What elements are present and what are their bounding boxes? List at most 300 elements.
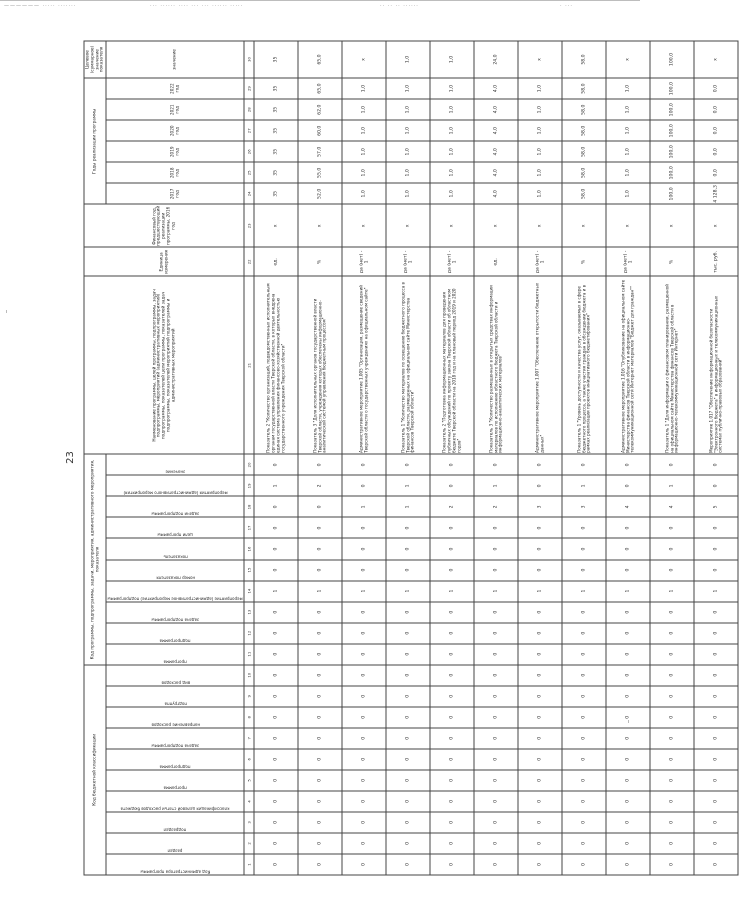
column-number: 20 <box>244 454 254 475</box>
table-row <box>562 41 606 875</box>
code-cell: 1 <box>650 581 694 602</box>
row-finance-value: х <box>518 204 562 247</box>
column-number: 14 <box>244 581 254 602</box>
row-year-value: 62,0 <box>298 99 342 120</box>
code-cell: 0 <box>518 623 562 644</box>
row-year-value: 35 <box>254 99 298 120</box>
code-cell: 0 <box>430 475 474 496</box>
row-name: Показатель 3 "Доля исполнительных органов государственной власти Тверской области, учреждения которых обеспечены информационно-аналитической системой управления бюджетным процессом" <box>298 276 342 454</box>
code-cell: 1 <box>254 581 298 602</box>
code-cell: 0 <box>430 644 474 665</box>
code-cell: 0 <box>474 770 518 791</box>
code-cell: 0 <box>474 749 518 770</box>
program-subheader: мероприятие (административное мероприятие) подпрограммы <box>106 581 244 602</box>
row-year-value: 0,0 <box>694 162 738 183</box>
code-cell: 0 <box>298 623 342 644</box>
plan-group-header: Годы реализации программы <box>84 78 106 204</box>
code-cell: 4 <box>650 496 694 517</box>
code-cell: 1 <box>694 581 738 602</box>
code-cell: 1 <box>606 581 650 602</box>
code-cell: 0 <box>430 602 474 623</box>
code-cell: 0 <box>694 749 738 770</box>
scan-header-text: ··· ······ ···· ··· ··· ······ ····· <box>150 3 244 9</box>
code-cell: 0 <box>342 791 386 812</box>
code-cell: 0 <box>694 539 738 560</box>
code-cell: 0 <box>606 539 650 560</box>
row-year-value: 4,0 <box>474 99 518 120</box>
program-subheader: значение <box>106 454 244 475</box>
code-cell: 0 <box>254 770 298 791</box>
row-year-value: 1,0 <box>518 78 562 99</box>
code-cell: 0 <box>386 539 430 560</box>
code-cell: 0 <box>518 602 562 623</box>
row-year-value: 0,0 <box>694 99 738 120</box>
program-subheader: задачи подпрограммы <box>106 496 244 517</box>
program-subheader: мероприятия (административного мероприятия) <box>106 475 244 496</box>
row-unit: да (нет) - 1 <box>430 247 474 276</box>
code-cell: 0 <box>430 707 474 728</box>
program-subheader: подпрограмма <box>106 623 244 644</box>
row-year-value: 4,0 <box>474 141 518 162</box>
code-cell: 0 <box>650 454 694 475</box>
code-cell: 0 <box>474 517 518 538</box>
row-year-value: 1,0 <box>342 99 386 120</box>
code-cell: 0 <box>342 854 386 875</box>
target-value-header: значение <box>106 41 244 78</box>
code-cell: 0 <box>386 665 430 686</box>
code-cell: 0 <box>650 707 694 728</box>
column-number: 30 <box>244 41 254 78</box>
code-cell: 0 <box>430 539 474 560</box>
row-year-value: 4,0 <box>474 120 518 141</box>
code-cell: 0 <box>474 791 518 812</box>
code-cell: 0 <box>518 749 562 770</box>
page-number: 23 <box>64 451 76 464</box>
row-target-value: 24,0 <box>474 41 518 78</box>
table-row <box>254 41 298 875</box>
row-unit: да (нет) - 1 <box>518 247 562 276</box>
scan-header-text: —————— ····· ······· <box>4 3 77 9</box>
column-number: 6 <box>244 749 254 770</box>
row-unit: % <box>562 247 606 276</box>
code-cell: 0 <box>298 770 342 791</box>
code-cell: 1 <box>342 496 386 517</box>
row-year-value: 1,0 <box>386 99 430 120</box>
table-row <box>518 41 562 875</box>
row-year-value: 1,0 <box>342 120 386 141</box>
code-cell: 0 <box>562 749 606 770</box>
row-target-value: 1,0 <box>386 41 430 78</box>
code-cell: 1 <box>430 581 474 602</box>
code-cell: 0 <box>430 686 474 707</box>
code-cell: 0 <box>694 665 738 686</box>
row-unit: да (нет) - 1 <box>342 247 386 276</box>
row-year-value: 1,0 <box>430 78 474 99</box>
row-year-value: 1,0 <box>606 141 650 162</box>
row-year-value: 1,0 <box>606 162 650 183</box>
code-cell: 0 <box>298 454 342 475</box>
table-row <box>430 41 474 875</box>
code-cell: 0 <box>430 770 474 791</box>
code-cell: 0 <box>474 454 518 475</box>
row-year-value: 4,0 <box>474 183 518 204</box>
row-name: Показатель 1 "Доля информации о финансовом планировании, размещенной на официальном сайте Министерства финансов Тверской области в информационно-телекоммуникационной сети Интернет" <box>650 276 694 454</box>
row-year-value: 35 <box>254 183 298 204</box>
column-number: 23 <box>244 204 254 247</box>
code-cell: 0 <box>342 644 386 665</box>
row-finance-value: х <box>430 204 474 247</box>
code-cell: 0 <box>298 749 342 770</box>
code-cell: 0 <box>386 623 430 644</box>
code-cell: 1 <box>474 581 518 602</box>
row-year-value: 58,0 <box>562 99 606 120</box>
row-name: Показатель 1 "Уровень доступности и качества услуг, оказываемых в сфере бюджетного процесса, а также участия граждан в обсуждении бюджета и в рамках реализации проектов инициативного бюджетирования" <box>562 276 606 454</box>
code-cell: 0 <box>562 560 606 581</box>
row-year-value: 58,0 <box>562 183 606 204</box>
code-cell: 0 <box>342 454 386 475</box>
code-cell: 0 <box>606 623 650 644</box>
row-target-value: х <box>518 41 562 78</box>
column-number: 26 <box>244 141 254 162</box>
row-year-value: 1,0 <box>518 183 562 204</box>
row-year-value: 100,0 <box>650 162 694 183</box>
code-cell: 0 <box>518 454 562 475</box>
row-year-value: 52,0 <box>298 183 342 204</box>
code-cell: 0 <box>474 833 518 854</box>
row-unit: тыс. руб. <box>694 247 738 276</box>
row-finance-value: х <box>562 204 606 247</box>
code-cell: 0 <box>254 517 298 538</box>
row-year-value: 58,0 <box>562 141 606 162</box>
code-cell: 0 <box>342 770 386 791</box>
code-cell: 0 <box>518 812 562 833</box>
row-year-value: 1,0 <box>518 162 562 183</box>
code-cell: 0 <box>694 770 738 791</box>
code-cell: 0 <box>298 644 342 665</box>
row-year-value: 1,0 <box>386 78 430 99</box>
row-year-value: 35 <box>254 141 298 162</box>
code-cell: 0 <box>474 728 518 749</box>
column-number: 28 <box>244 99 254 120</box>
code-cell: 0 <box>254 707 298 728</box>
code-cell: 0 <box>518 686 562 707</box>
row-finance-value: х <box>386 204 430 247</box>
code-cell: 0 <box>342 602 386 623</box>
row-target-value: 100,0 <box>650 41 694 78</box>
row-year-value: 1,0 <box>430 99 474 120</box>
row-year-value: 58,0 <box>562 162 606 183</box>
row-year-value: 100,0 <box>650 141 694 162</box>
code-cell: 0 <box>562 454 606 475</box>
code-cell: 0 <box>694 854 738 875</box>
row-year-value: 1,0 <box>430 120 474 141</box>
table-row <box>650 41 694 875</box>
year-header: 2018 год <box>106 162 244 183</box>
budget-subheader: программа <box>106 770 244 791</box>
column-number: 21 <box>244 276 254 454</box>
code-cell: 0 <box>430 854 474 875</box>
code-cell: 0 <box>474 560 518 581</box>
scan-header-text: · ··· <box>560 3 573 9</box>
column-number: 13 <box>244 602 254 623</box>
row-year-value: 57,0 <box>298 141 342 162</box>
code-cell: 0 <box>386 812 430 833</box>
code-cell: 0 <box>694 475 738 496</box>
program-table <box>84 41 739 876</box>
code-cell: 0 <box>650 665 694 686</box>
code-cell: 0 <box>606 686 650 707</box>
code-cell: 0 <box>606 454 650 475</box>
column-number: 12 <box>244 623 254 644</box>
code-cell: 0 <box>386 854 430 875</box>
code-cell: 1 <box>474 475 518 496</box>
row-year-value: 1,0 <box>430 183 474 204</box>
code-cell: 0 <box>254 454 298 475</box>
column-number: 22 <box>244 247 254 276</box>
code-cell: 0 <box>298 539 342 560</box>
column-number: 9 <box>244 686 254 707</box>
row-finance-value: х <box>298 204 342 247</box>
code-cell: 0 <box>518 539 562 560</box>
code-cell: 0 <box>694 560 738 581</box>
code-cell: 1 <box>562 475 606 496</box>
row-finance-value: х <box>650 204 694 247</box>
code-cell: 0 <box>694 791 738 812</box>
code-cell: 0 <box>562 812 606 833</box>
code-cell: 0 <box>298 833 342 854</box>
code-cell: 0 <box>386 644 430 665</box>
code-cell: 0 <box>342 517 386 538</box>
row-target-value: 35 <box>254 41 298 78</box>
code-cell: 0 <box>650 644 694 665</box>
code-cell: 0 <box>254 496 298 517</box>
code-cell: 0 <box>254 644 298 665</box>
code-cell: 0 <box>474 812 518 833</box>
year-header: 2021 год <box>106 99 244 120</box>
code-cell: 0 <box>342 539 386 560</box>
row-unit: да (нет) - 1 <box>606 247 650 276</box>
row-year-value: 1,0 <box>342 162 386 183</box>
row-year-value: 1,0 <box>430 162 474 183</box>
column-number: 3 <box>244 812 254 833</box>
code-cell: 0 <box>342 686 386 707</box>
row-year-value: 1,0 <box>606 78 650 99</box>
row-target-value: 1,0 <box>430 41 474 78</box>
code-cell: 0 <box>518 791 562 812</box>
program-subheader: показатель <box>106 539 244 560</box>
code-cell: 0 <box>694 686 738 707</box>
row-name: Показатель 2 "Подготовка информационных материалов для проведения публичных обсуждений по проекту закона Тверской области об областном бюджете Тверской области на 2018 год и на плановый период 2019 и 2020 годов" <box>430 276 474 454</box>
code-cell: 0 <box>562 644 606 665</box>
column-number-row <box>244 41 254 875</box>
code-cell: 0 <box>606 728 650 749</box>
row-year-value: 1,0 <box>518 141 562 162</box>
row-name: Административное мероприятие 1.016 "Опубликование на официальном сайте Министерства финансов Тверской области в информационно-телекоммуникационной сети Интернет материалов "Бюджет для граждан"" <box>606 276 650 454</box>
code-cell: 0 <box>694 602 738 623</box>
code-cell: 0 <box>386 602 430 623</box>
program-subheader: программа <box>106 644 244 665</box>
row-unit: % <box>650 247 694 276</box>
code-cell: 0 <box>474 539 518 560</box>
code-cell: 0 <box>342 560 386 581</box>
code-cell: 3 <box>562 496 606 517</box>
row-year-value: 1,0 <box>386 183 430 204</box>
scan-top-edge <box>0 0 640 15</box>
code-cell: 0 <box>474 707 518 728</box>
code-cell: 0 <box>430 454 474 475</box>
code-cell: 0 <box>562 833 606 854</box>
code-cell: 0 <box>650 791 694 812</box>
code-cell: 0 <box>518 665 562 686</box>
row-year-value: 65,0 <box>298 78 342 99</box>
row-target-value: х <box>606 41 650 78</box>
code-cell: 0 <box>694 707 738 728</box>
code-cell: 0 <box>386 791 430 812</box>
code-cell: 0 <box>430 517 474 538</box>
budget-subheader: подраздел <box>106 812 244 833</box>
code-cell: 1 <box>386 475 430 496</box>
program-subheader: задача подпрограммы <box>106 602 244 623</box>
finance-year-header: Финансовый год, предшествующий реализации программы, 2016 год <box>84 204 244 247</box>
code-cell: 0 <box>430 560 474 581</box>
code-cell: 0 <box>298 602 342 623</box>
code-cell: 1 <box>386 496 430 517</box>
row-year-value: 1,0 <box>430 141 474 162</box>
row-name: Административное мероприятие 1.005 "Организация, размещение сведений Тверской области о государственных учреждениях на официальном сайте" <box>342 276 386 454</box>
row-year-value: 1,0 <box>386 162 430 183</box>
row-year-value: 60,0 <box>298 120 342 141</box>
code-cell: 0 <box>518 707 562 728</box>
column-number: 25 <box>244 162 254 183</box>
scan-header-text: ·· ·· ·· ······ <box>380 3 419 9</box>
row-finance-value: х <box>474 204 518 247</box>
code-cell: 0 <box>694 833 738 854</box>
code-cell: 0 <box>342 728 386 749</box>
year-header: 2017 год <box>106 183 244 204</box>
row-unit: да (нет) - 1 <box>386 247 430 276</box>
code-cell: 3 <box>518 496 562 517</box>
code-cell: 0 <box>474 644 518 665</box>
code-cell: 0 <box>474 602 518 623</box>
code-cell: 0 <box>430 791 474 812</box>
code-cell: 0 <box>694 728 738 749</box>
code-cell: 0 <box>474 686 518 707</box>
table-row <box>474 41 518 875</box>
year-header: 2019 год <box>106 141 244 162</box>
table-row <box>606 41 650 875</box>
row-year-value: 1,0 <box>386 120 430 141</box>
code-cell: 0 <box>386 728 430 749</box>
row-year-value: 0,0 <box>694 141 738 162</box>
code-cell: 1 <box>650 475 694 496</box>
code-cell: 0 <box>386 454 430 475</box>
code-cell: 0 <box>606 791 650 812</box>
code-cell: 0 <box>386 517 430 538</box>
code-cell: 0 <box>430 665 474 686</box>
code-cell: 0 <box>606 770 650 791</box>
row-target-value: 58,0 <box>562 41 606 78</box>
code-cell: 0 <box>386 749 430 770</box>
budget-subheader: направление расходов <box>106 707 244 728</box>
code-cell: 0 <box>518 833 562 854</box>
row-unit: ед. <box>254 247 298 276</box>
code-cell: 0 <box>386 686 430 707</box>
scan-speck <box>6 310 7 313</box>
row-year-value: 4 128,3 <box>694 183 738 204</box>
code-cell: 0 <box>430 812 474 833</box>
code-cell: 0 <box>298 707 342 728</box>
column-number: 8 <box>244 707 254 728</box>
code-cell: 0 <box>562 623 606 644</box>
code-cell: 0 <box>430 833 474 854</box>
code-cell: 0 <box>386 560 430 581</box>
code-cell: 0 <box>430 623 474 644</box>
budget-subheader: Код администратора программы <box>106 854 244 875</box>
code-cell: 0 <box>342 833 386 854</box>
code-cell: 0 <box>694 812 738 833</box>
code-cell: 0 <box>474 623 518 644</box>
row-year-value: 1,0 <box>518 120 562 141</box>
code-cell: 0 <box>342 475 386 496</box>
code-cell: 0 <box>254 665 298 686</box>
code-cell: 0 <box>254 854 298 875</box>
code-cell: 1 <box>562 581 606 602</box>
code-cell: 0 <box>606 707 650 728</box>
row-year-value: 58,0 <box>562 78 606 99</box>
table-row <box>694 41 738 875</box>
year-header: 2022 год <box>106 78 244 99</box>
code-cell: 0 <box>650 623 694 644</box>
code-cell: 0 <box>606 665 650 686</box>
code-cell: 1 <box>254 475 298 496</box>
row-year-value: 35 <box>254 120 298 141</box>
code-cell: 0 <box>254 623 298 644</box>
code-cell: 0 <box>606 749 650 770</box>
row-name: Показатель 3 "Количество размещенных в открытых средствах информации материалов по исполнению областного бюджета Тверской области и информационно-аналитических материалов" <box>474 276 518 454</box>
code-cell: 0 <box>562 665 606 686</box>
code-cell: 0 <box>254 791 298 812</box>
budget-subheader: подпрограмма <box>106 749 244 770</box>
code-cell: 0 <box>298 665 342 686</box>
row-unit: % <box>298 247 342 276</box>
code-cell: 0 <box>650 602 694 623</box>
row-name: Мероприятие 1.017 "Обеспечение информационной безопасности "Электронного бюджета" в информационных и телекоммуникационных системах публично-правовых образований" <box>694 276 738 454</box>
code-cell: 0 <box>606 517 650 538</box>
code-cell: 0 <box>650 770 694 791</box>
table-row <box>386 41 430 875</box>
code-cell: 0 <box>562 539 606 560</box>
code-cell: 2 <box>430 496 474 517</box>
row-year-value: 35 <box>254 78 298 99</box>
code-cell: 0 <box>298 496 342 517</box>
year-header: 2020 год <box>106 120 244 141</box>
budget-subheader: задача подпрограммы <box>106 728 244 749</box>
row-year-value: 1,0 <box>518 99 562 120</box>
code-cell: 0 <box>518 560 562 581</box>
code-cell: 0 <box>298 791 342 812</box>
budget-subheader: раздел <box>106 833 244 854</box>
code-cell: 0 <box>694 644 738 665</box>
code-cell: 2 <box>474 496 518 517</box>
column-number: 27 <box>244 120 254 141</box>
rotated-table-sheet <box>84 41 723 876</box>
budget-subheader: вид расходов <box>106 665 244 686</box>
row-year-value: 1,0 <box>342 183 386 204</box>
code-cell: 0 <box>298 728 342 749</box>
code-cell: 0 <box>518 517 562 538</box>
column-number: 1 <box>244 854 254 875</box>
code-cell: 0 <box>562 770 606 791</box>
